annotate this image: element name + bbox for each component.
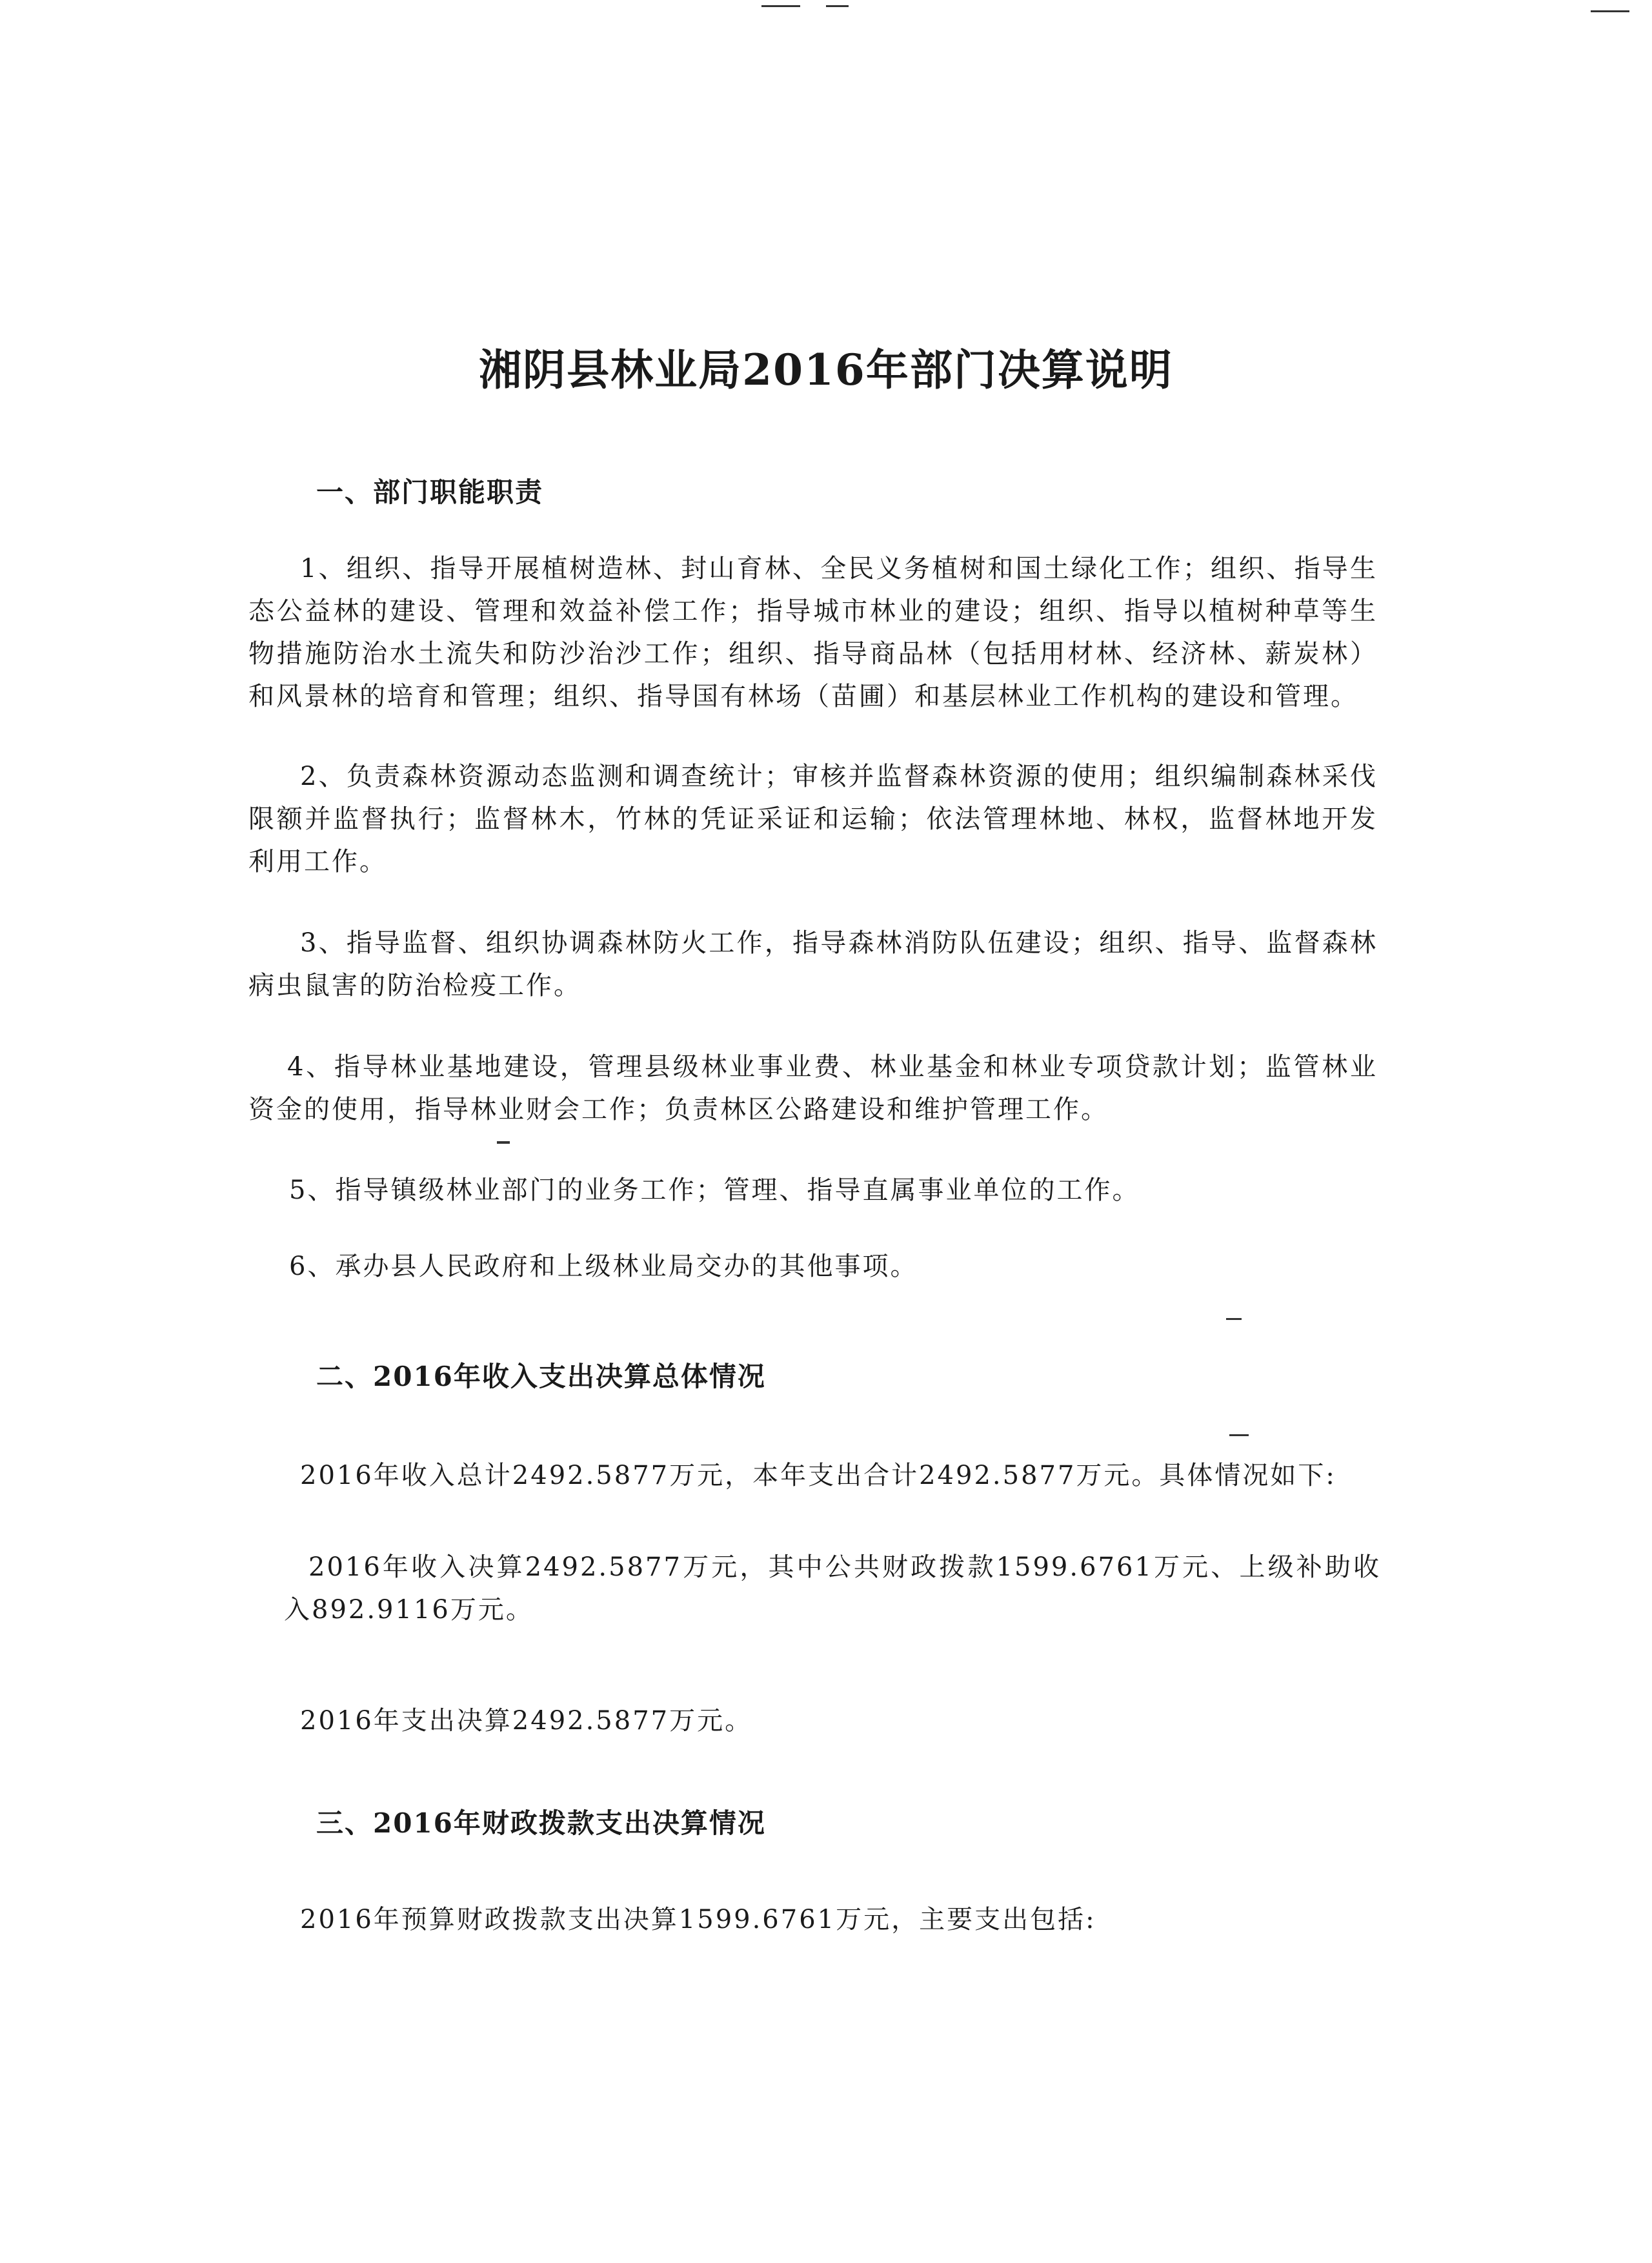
section-heading-1: 一、部门职能职责: [316, 476, 544, 508]
section-heading-2: 二、2016年收入支出决算总体情况: [316, 1361, 766, 1392]
scan-mark: [1591, 10, 1629, 12]
duty-item-5: 5、指导镇级林业部门的业务工作；管理、指导直属事业单位的工作。: [289, 1175, 1140, 1205]
section-heading-3: 三、2016年财政拨款支出决算情况: [316, 1807, 766, 1839]
income-detail-text: 2016年收入决算2492.5877万元，其中公共财政拨款1599.6761万元、上级补助收入892.9116万元。: [284, 1552, 1381, 1625]
duty-item-4: 4、指导林业基地建设，管理县级林业事业费、林业基金和林业专项贷款计划；监管林业资金的使用，指导林业财会工作；负责林区公路建设和维护管理工作。: [248, 1052, 1378, 1124]
page-title: 湘阴县林业局2016年部门决算说明: [479, 345, 1173, 395]
duty-item-2: 2、负责森林资源动态监测和调查统计；审核并监督森林资源的使用；组织编制森林采伐限额并监督执行；监督林木，竹林的凭证采证和运输；依法管理林地、林权，监督林地开发利用工作。: [248, 762, 1378, 877]
scan-mark: [761, 5, 800, 7]
expense-total-text: 2016年支出决算2492.5877万元。: [300, 1706, 753, 1736]
scan-mark: [497, 1141, 510, 1144]
scan-mark: [1226, 1318, 1242, 1320]
scan-mark: [1229, 1434, 1249, 1436]
duty-item-6: 6、承办县人民政府和上级林业局交办的其他事项。: [289, 1252, 918, 1281]
income-total-text: 2016年收入总计2492.5877万元，本年支出合计2492.5877万元。具体情况如下:: [300, 1461, 1336, 1490]
appropriation-text: 2016年预算财政拨款支出决算1599.6761万元，主要支出包括:: [300, 1905, 1096, 1934]
duty-item-1: 1、组织、指导开展植树造林、封山育林、全民义务植树和国土绿化工作；组织、指导生态公益林的建设、管理和效益补偿工作；指导城市林业的建设；组织、指导以植树种草等生物措施防治水土流失和防沙治沙工作；组织、指导商品林（包括用材林、经济林、薪炭林）和风景林的培育和管理；组织、指导国有林场（苗圃）和基层林业工作机构的建设和管理。: [248, 554, 1378, 711]
scan-mark: [826, 5, 849, 7]
duty-item-3: 3、指导监督、组织协调森林防火工作，指导森林消防队伍建设；组织、指导、监督森林病虫鼠害的防治检疫工作。: [248, 928, 1378, 1000]
